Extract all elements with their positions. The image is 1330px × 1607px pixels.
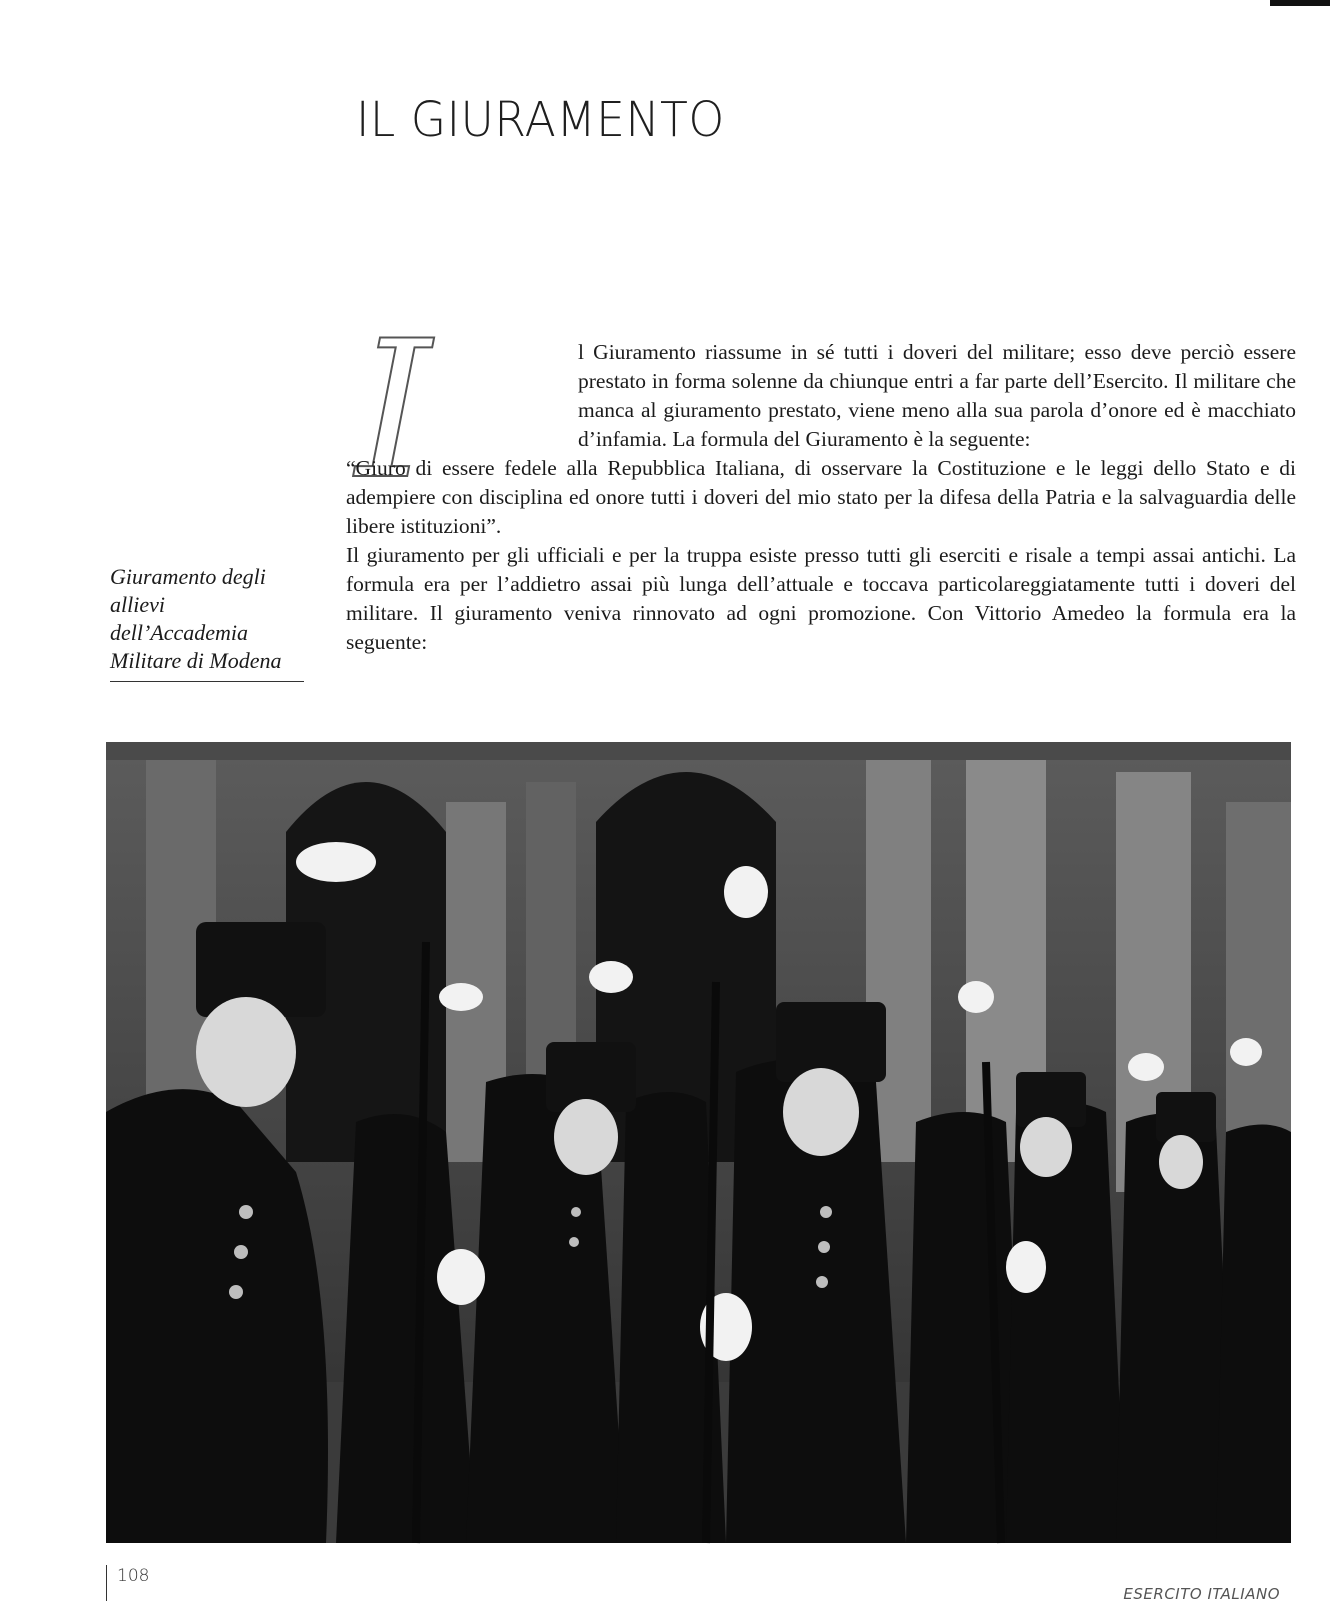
drop-cap-text: I [356, 300, 432, 521]
page-number: 108 [106, 1565, 149, 1601]
paragraph-intro: l Giuramento riassume in sé tutti i doveri del militare; esso deve perciò essere prestato in forma solenne da chiunque entri a far parte dell’Esercito. Il militare che manca al giuramento prestato, viene meno alla sua parola d’onore ed è macchiato d’infamia. La formula del Giuramento è la seguente: [578, 340, 1296, 451]
paragraph-history: Il giuramento per gli ufficiali e per la truppa esiste presso tutti gli eserciti e risale a tempi assai antichi. La formula era per l’addietro assai più lunga dell’attuale e toccava particolareggiatamente tutti i doveri del militare. Il giuramento veniva rinnovato ad ogni promozione. Con Vittorio Amedeo la formula era la seguente: [346, 543, 1296, 654]
page-edge-mark [1270, 0, 1330, 6]
running-footer: ESERCITO ITALIANO [1123, 1585, 1280, 1603]
photo-cadets-oath [106, 742, 1291, 1543]
body-text [346, 338, 1296, 657]
page-title: IL GIURAMENTO [356, 92, 725, 148]
photo-caption: Giuramento degli allievi dell’Accademia Militare di Modena [110, 563, 304, 682]
paragraph-oath-formula: “Giuro di essere fedele alla Repubblica Italiana, di osservare la Costituzione e le leggi dello Stato e di adempiere con disciplina ed onore tutti i doveri del mio stato per la difesa della Patria e la salvaguardia delle libere istituzioni”. [346, 456, 1296, 538]
